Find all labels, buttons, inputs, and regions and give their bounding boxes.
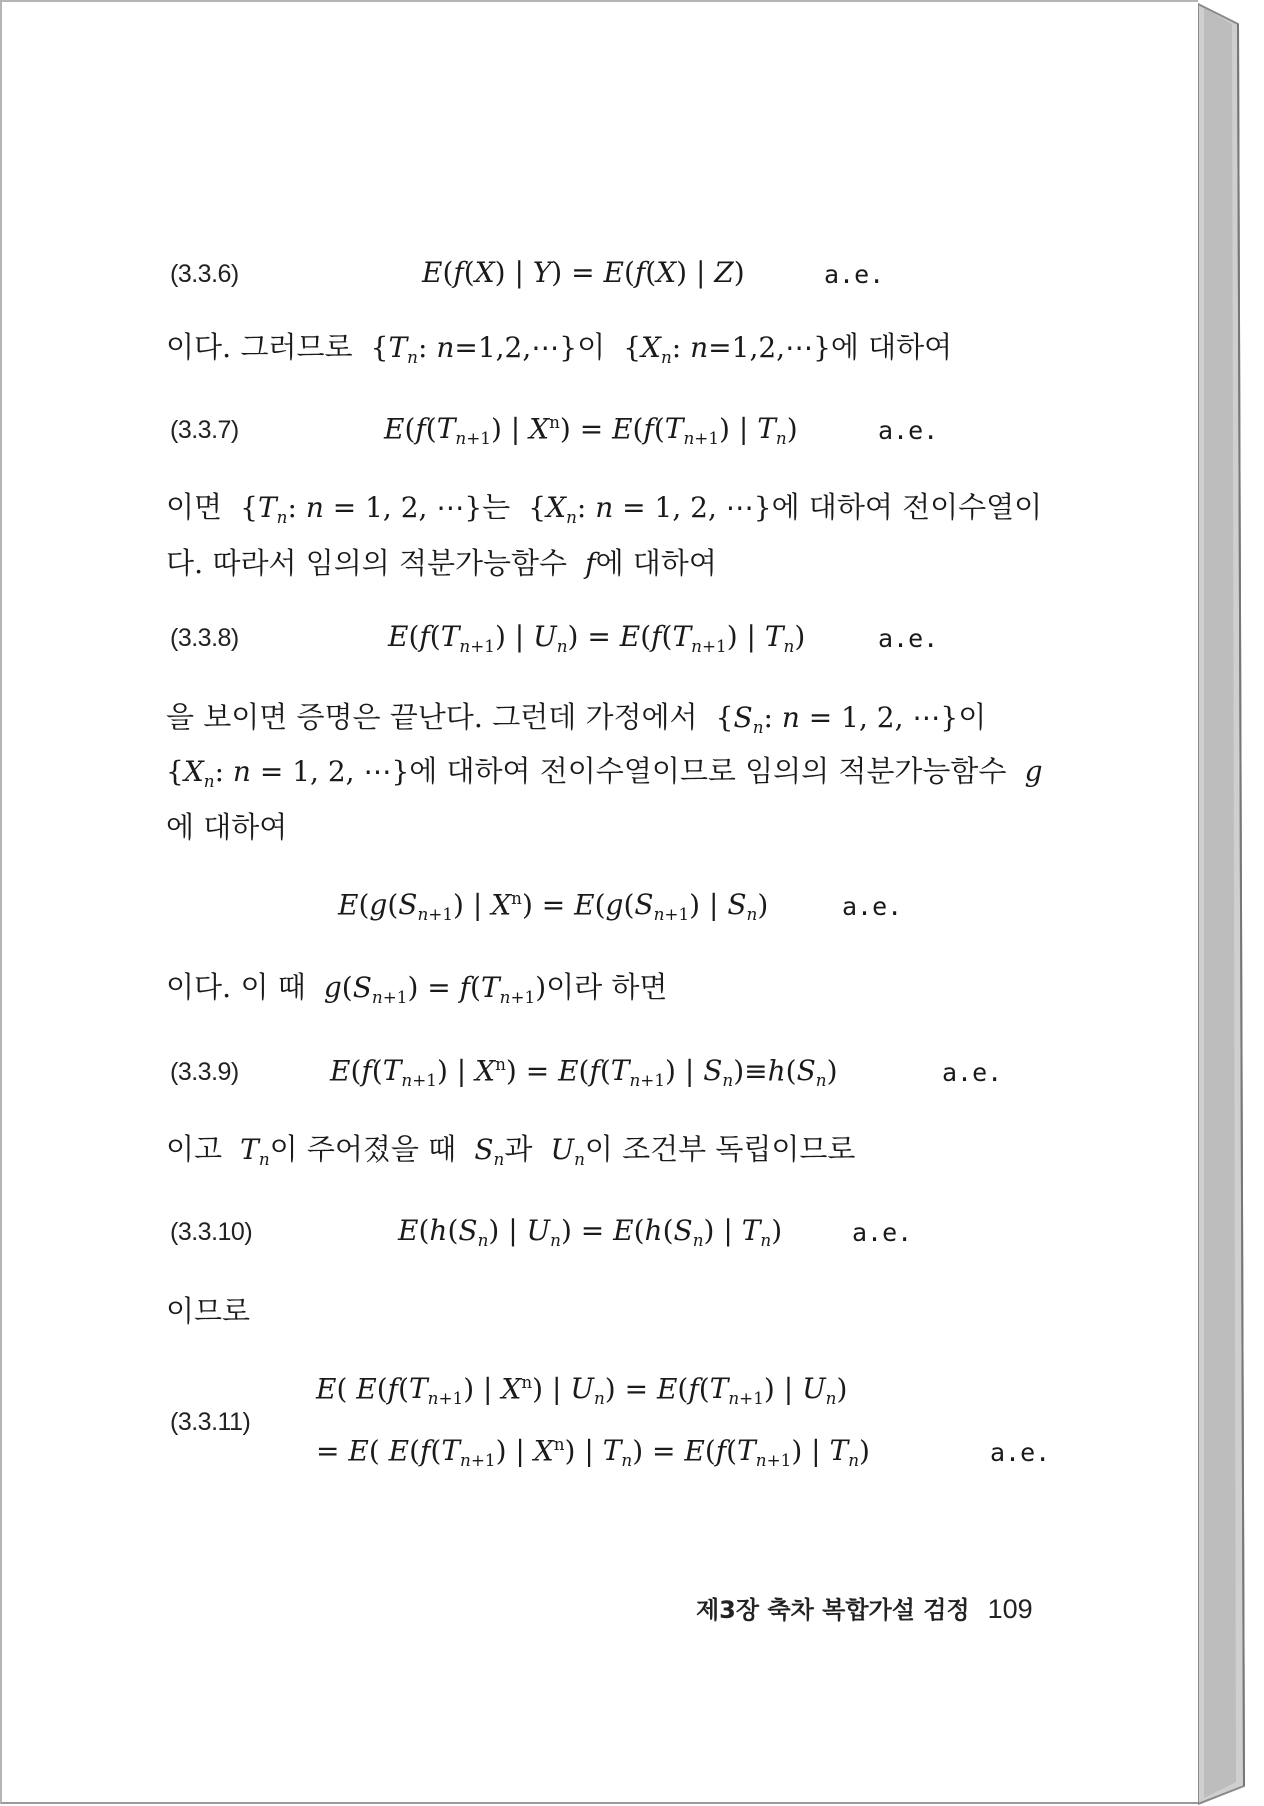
book-spine	[1198, 0, 1250, 1806]
text: 에 대하여 전이수열이	[771, 490, 1043, 524]
equation-unnumbered: $E(g(S_{n+1})$ | $X^n) = E(g(S_{n+1})$ | $S_n$)	[338, 888, 769, 925]
ae-label: a.e.	[824, 260, 885, 289]
text-line: 이고 $T_n$이 주어졌을 때 $S_n$과 $U_n$이 조건부 독립이므로	[166, 1132, 856, 1169]
page-footer	[696, 1590, 1033, 1625]
text-line: 이다. 이 때 $g(S_{n+1}) = f(T_{n+1})$이라 하면	[166, 970, 668, 1007]
text-line: 다. 따라서 임의의 적분가능함수 f에 대하여	[166, 546, 717, 580]
text: 이라 하면	[546, 970, 668, 1004]
equation-3-3-11-line2: = E( $E(f(T_{n+1})$ | $X^n$) | $T_n) = E(f(T_{n+1})$ | $T_n$)	[316, 1434, 870, 1471]
text-line: 이다. 그러므로 {$T_n$: n=1,2,⋯}이 {$X_n$: n=1,2,⋯}에 대하여	[166, 330, 953, 367]
ae-label: a.e.	[942, 1058, 1003, 1087]
equation-3-3-6: E(f(X) | Y) = E(f(X) | Z)	[422, 256, 745, 289]
equation-number: (3.3.8)	[170, 624, 239, 652]
text: 는	[482, 490, 511, 524]
text-line	[166, 810, 1066, 844]
page-number: 109	[987, 1594, 1033, 1624]
equation-number: (3.3.7)	[170, 416, 239, 444]
text: 에 대하여	[166, 810, 288, 844]
ae-label: a.e.	[878, 416, 939, 445]
text: 이면	[166, 490, 223, 524]
text: 이므로	[166, 1294, 251, 1328]
equation-number: (3.3.10)	[170, 1218, 253, 1246]
text-line: 이면 {$T_n$: n = 1, 2, ⋯}는 {$X_n$: n = 1, 2, ⋯}에 대하여 전이수열이	[166, 490, 1043, 527]
text: 이	[577, 330, 606, 364]
ae-label: a.e.	[852, 1218, 913, 1247]
text: 이 주어졌을 때	[269, 1132, 457, 1166]
ae-label: a.e.	[990, 1438, 1051, 1467]
text: 이다. 그러므로	[166, 330, 353, 364]
equation-3-3-9: $E(f(T_{n+1})$ | $X^n) = E(f(T_{n+1})$ | $S_n)\equiv h(S_n)$	[330, 1054, 838, 1091]
text: 이고	[166, 1132, 223, 1166]
text: 과	[504, 1132, 533, 1166]
text: 이다. 이 때	[166, 970, 306, 1004]
ae-label: a.e.	[878, 624, 939, 653]
equation-number: (3.3.6)	[170, 260, 239, 288]
chapter-title: 제3장 축차 복합가설 검정	[696, 1596, 970, 1624]
equation-3-3-10: $E(h(S_n)$ | $U_n) = E(h(S_n)$ | $T_n$)	[398, 1214, 783, 1250]
text: 을 보이면 증명은 끝난다. 그런데 가정에서	[166, 700, 698, 734]
text: 이	[958, 700, 987, 734]
equation-3-3-7: $E(f(T_{n+1})$ | $X^n) = E(f(T_{n+1})$ | $T_n$)	[384, 412, 798, 449]
equation-3-3-8: $E(f(T_{n+1})$ | $U_n) = E(f(T_{n+1})$ | $T_n$)	[388, 620, 806, 656]
equation-3-3-11-line1: E( $E(f(T_{n+1})$ | $X^n$) | $U_n) = E(f(T_{n+1})$ | $U_n$)	[316, 1372, 848, 1409]
text: 다. 따라서 임의의 적분가능함수	[166, 546, 568, 580]
text-line: 을 보이면 증명은 끝난다. 그런데 가정에서 {$S_n$: n = 1, 2, ⋯}이	[166, 700, 987, 737]
text: 에 대하여 전이수열이므로 임의의 적분가능함수	[409, 754, 1007, 788]
text-line: {$X_n$: n = 1, 2, ⋯}에 대하여 전이수열이므로 임의의 적분가능함수 g	[166, 754, 1043, 791]
equation-number: (3.3.11)	[170, 1408, 251, 1436]
text: 이 조건부 독립이므로	[584, 1132, 856, 1166]
ae-label: a.e.	[842, 892, 903, 921]
text: 에 대하여	[595, 546, 717, 580]
text-line	[166, 1294, 1066, 1328]
equation-number: (3.3.9)	[170, 1058, 239, 1086]
text: 에 대하여	[830, 330, 953, 364]
